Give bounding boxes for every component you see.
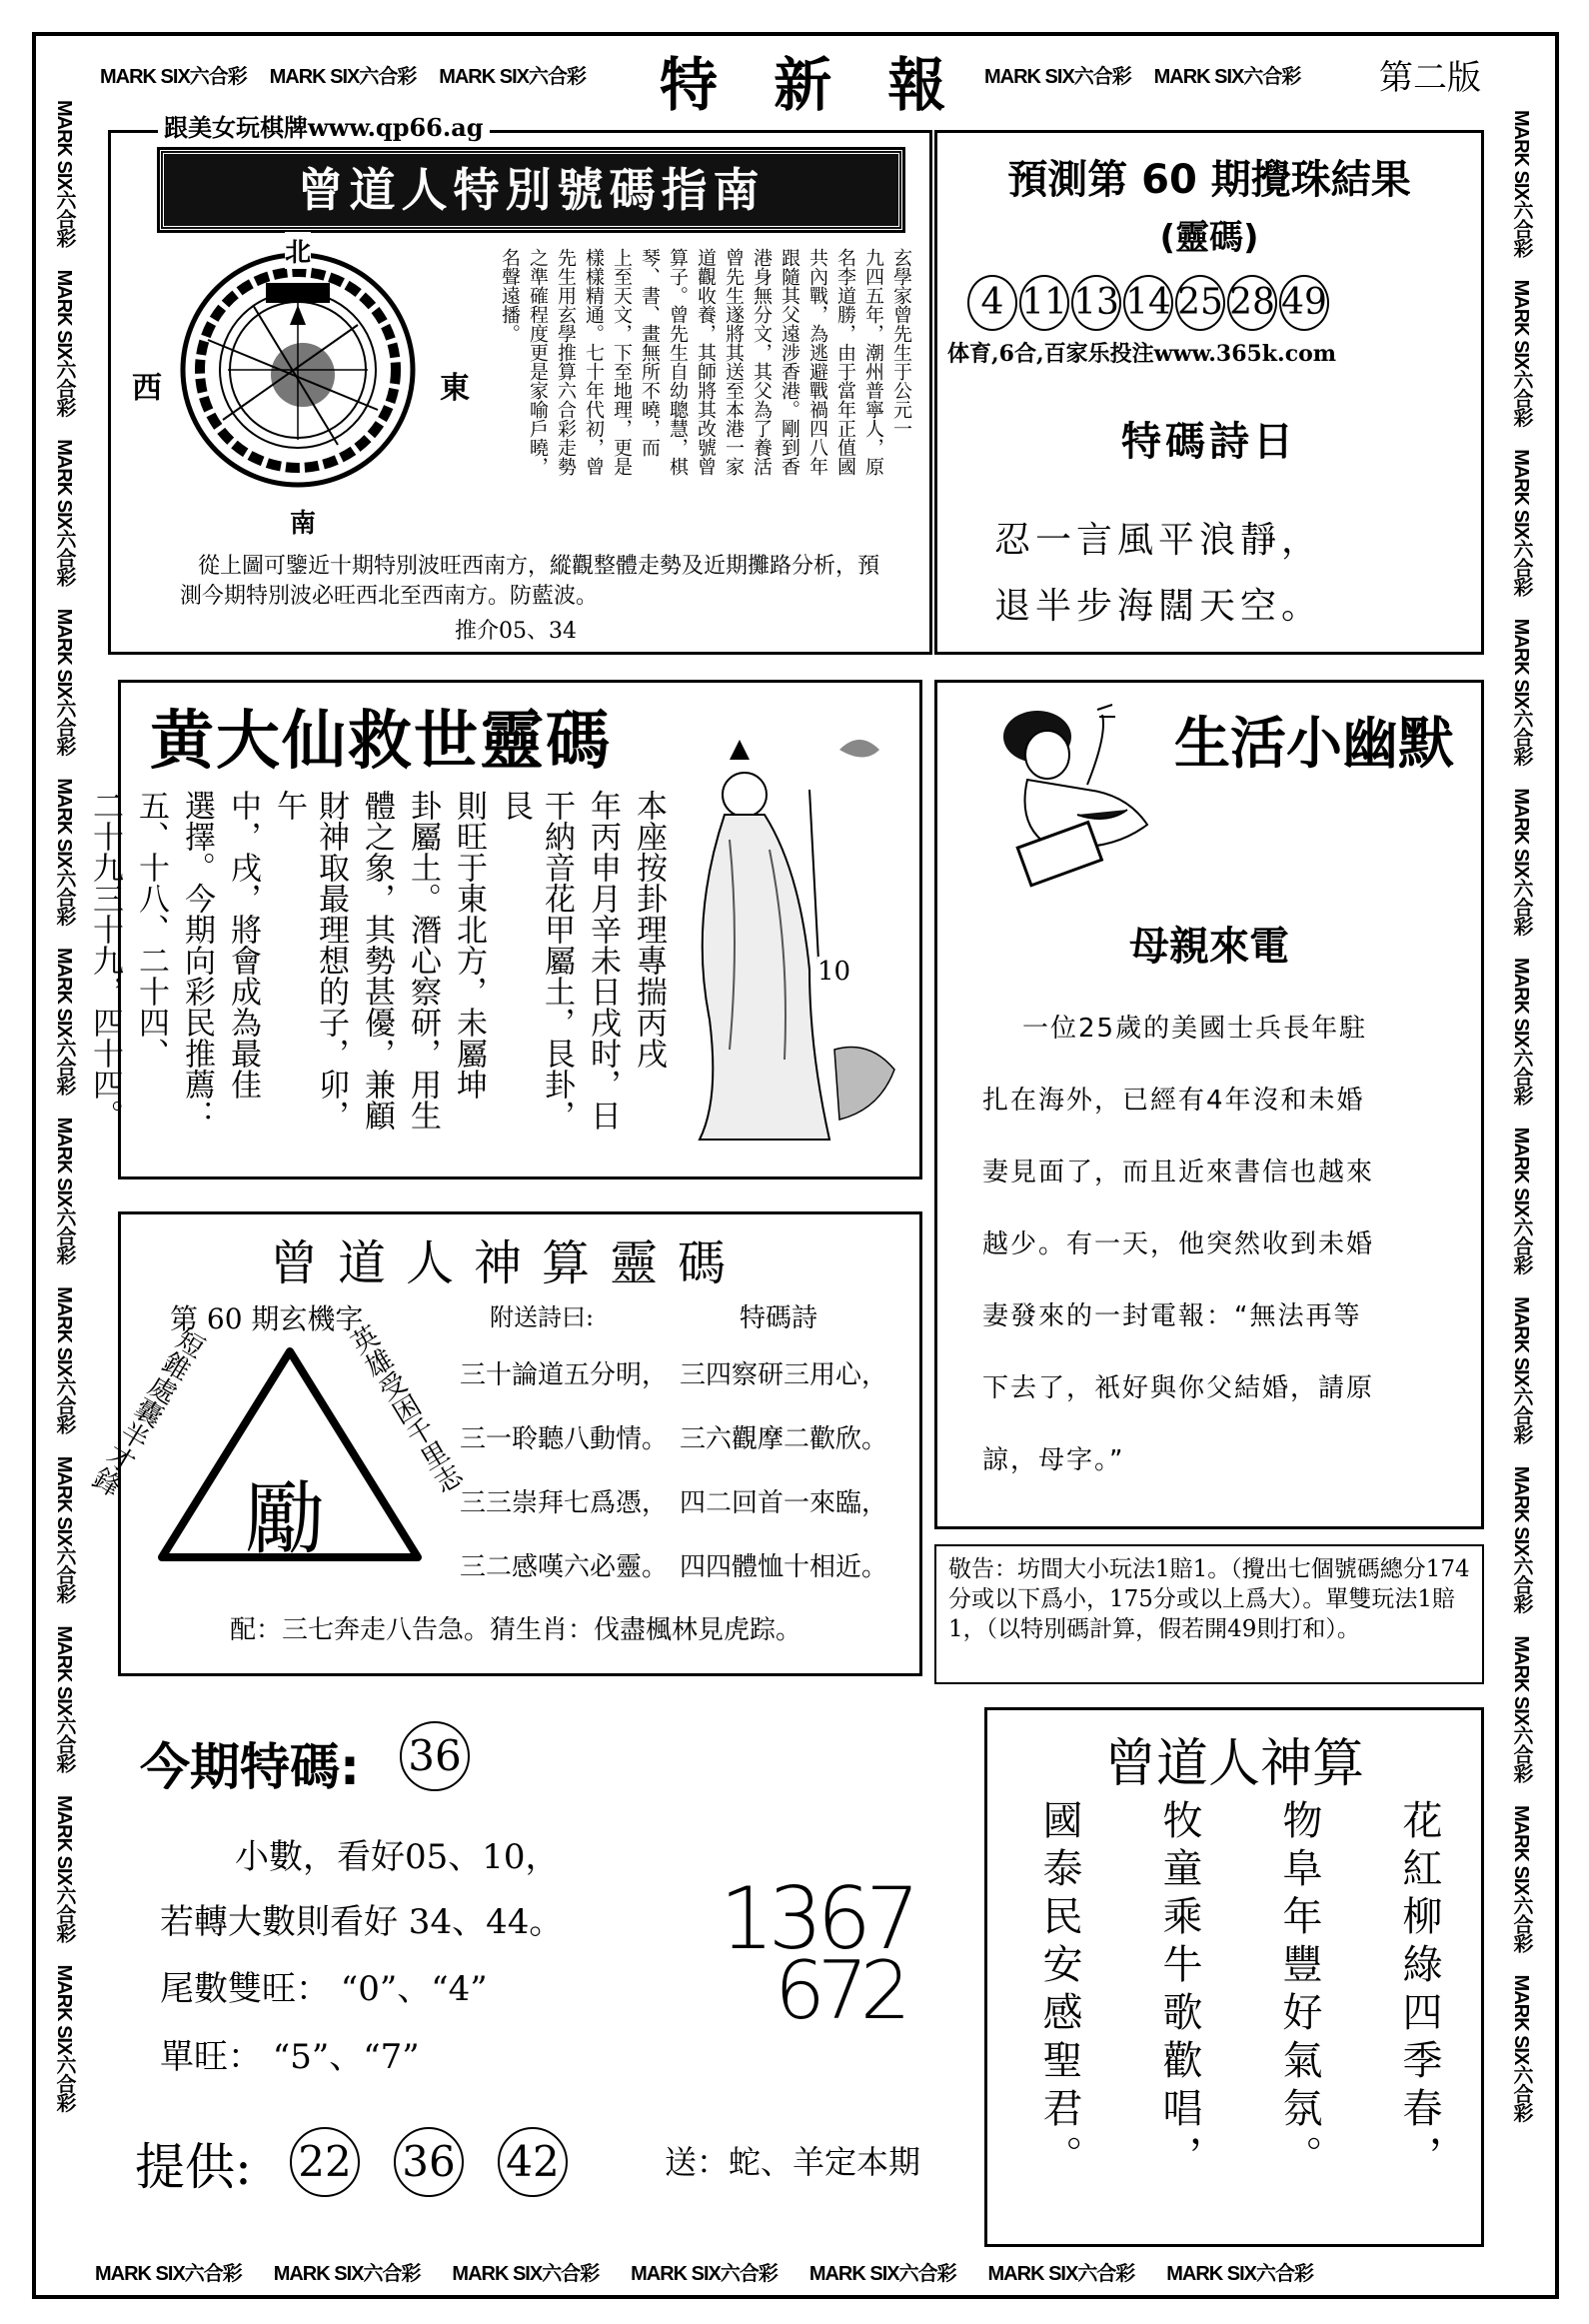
text-column: 曾先生遂將其送至本港一家 — [723, 248, 745, 476]
cartoon-illustration — [987, 695, 1187, 895]
predict-sub: (靈碼) — [1159, 218, 1259, 258]
poem-line: 三四察研三用心， — [680, 1360, 888, 1390]
poem-line: 四四體恤十相近。 — [680, 1552, 888, 1582]
text-column: 體之象，其勢甚優，兼顧 — [359, 790, 395, 1131]
number-ball: 14 — [1123, 275, 1173, 331]
ad-top[interactable]: 跟美女玩棋牌www.qp66.ag — [158, 108, 490, 143]
number-ball: 11 — [1019, 275, 1069, 331]
poem-row — [460, 1418, 899, 1482]
header-strip-left: MARK SIX六合彩 MARK SIX六合彩 MARK SIX六合彩 — [100, 64, 586, 88]
footer-strip: MARK SIX六合彩 MARK SIX六合彩 MARK SIX六合彩 MARK SIX六合彩 MARK SIX六合彩 MARK SIX六合彩 MARK SIX六合彩 — [95, 2261, 1314, 2285]
shensuan2-title: 曾道人神算 — [1103, 1734, 1364, 1794]
huang-text — [87, 790, 670, 1160]
humor-story — [982, 1008, 1462, 1511]
number-ball: 49 — [1279, 275, 1329, 331]
text-column: 五、十八、二十四、 — [133, 790, 169, 1069]
poem-line: 三二感嘆六必靈。 — [460, 1552, 669, 1582]
text-column: 牧童乘牛歌歡唱， — [1156, 1799, 1202, 2183]
tema-number: 36 — [400, 1721, 470, 1791]
text-column: 干納音花甲屬土，艮卦，艮 — [497, 790, 575, 1131]
notice-text: 敬告：坊間大小玩法1賠1。（攪出七個號碼總分174分或以下爲小，175分或以上爲大）。單雙玩法1賠1，（以特別碼計算，假若開49則打和）。 — [948, 1556, 1470, 1642]
guide-bio — [485, 248, 914, 518]
edition-label: 第二版 — [1379, 58, 1481, 98]
predict-ad[interactable]: 体育,6合,百家乐投注www.365k.com — [947, 341, 1337, 367]
text-column: 樣樣精通。七十年代初，曾 — [583, 248, 605, 476]
shensuan-poem — [460, 1354, 899, 1610]
story-line: 下去了，衹好與你父結婚，請原 — [982, 1373, 1375, 1403]
story-line: 妻見面了，而且近來書信也越來 — [982, 1158, 1375, 1187]
text-column: 國泰民安感聖君。 — [1036, 1799, 1082, 2183]
humor-story-title: 母親來電 — [1129, 924, 1289, 970]
number-ball: 36 — [394, 2127, 464, 2197]
text-column: 財神取最理想的子，卯，午 — [271, 790, 349, 1131]
poem-line: 三六觀摩二歡欣。 — [680, 1424, 888, 1454]
compass-east: 東 — [440, 371, 470, 406]
story-line: 妻發來的一封電報：“無法再等 — [982, 1301, 1362, 1331]
text-column: 共內戰，為逃避戰禍四八年 — [806, 248, 828, 476]
text-column: 卦屬土。潛心察研，用生 — [405, 790, 441, 1131]
number-ball: 13 — [1071, 275, 1121, 331]
predict-title: 預測第 60 期攪珠結果 — [1007, 157, 1411, 203]
compass-north: 北 — [285, 232, 311, 269]
compass-diagram — [148, 245, 448, 505]
tema-line-3: 尾數雙旺： “0”、“4” — [160, 1969, 488, 2009]
text-column: 算子。曾先生自幼聰慧，棋 — [667, 248, 689, 476]
story-line: 一位25歲的美國士兵長年駐 — [1022, 1014, 1368, 1044]
predict-numbers — [967, 275, 1331, 331]
poem-row — [460, 1354, 899, 1418]
guide-analysis: 從上圖可鑒近十期特別波旺西南方，縱觀整體走勢及近期攤路分析，預測今期特別波必旺西北至西南方。防藍波。 — [180, 554, 880, 609]
text-column: 本座按卦理專揣丙戌 — [631, 790, 667, 1069]
handwriting-top: 1367 — [720, 1869, 914, 1969]
handwriting-bottom: 672 — [775, 1944, 903, 2037]
riddle-left-side: 短錐處囊半才鋒 — [84, 1321, 209, 1500]
text-column: 花紅柳綠四季春， — [1396, 1799, 1442, 2183]
header-strip-right: MARK SIX六合彩 MARK SIX六合彩 — [984, 64, 1301, 88]
guide-title: 曾道人特別號碼指南 — [160, 150, 902, 230]
text-column: 物阜年豐好氣氛。 — [1276, 1799, 1322, 2183]
huang-title: 黄大仙救世靈碼 — [150, 704, 612, 779]
send-text: 送：蛇、羊定本期 — [665, 2143, 921, 2181]
text-column: 選擇。今期向彩民推薦： — [179, 790, 215, 1131]
shensuan2-poem — [1034, 1799, 1444, 2229]
number-ball: 42 — [498, 2127, 568, 2197]
text-column: 名聲遠播。 — [499, 248, 521, 343]
huang-num-label: 10 — [817, 957, 851, 987]
guide-recommend: 推介05、34 — [455, 619, 577, 644]
shensuan-footer: 配：三七奔走八告急。猜生肖：伐盡楓林見虎踪。 — [230, 1615, 802, 1645]
provide-label: 提供: — [135, 2138, 252, 2196]
poem-line: 四二回首一來臨， — [680, 1488, 888, 1518]
tema-label: 今期特碼: — [140, 1738, 360, 1796]
text-column: 先生用玄學推算六合彩走勢 — [555, 248, 577, 476]
provide-numbers — [290, 2127, 602, 2197]
compass-south: 南 — [290, 509, 317, 539]
text-column: 道觀收養，其師將其改號曾 — [695, 248, 717, 476]
text-column: 二十九三十九，四十四。 — [87, 790, 123, 1131]
story-line: 越少。有一天，他突然收到未婚 — [982, 1229, 1375, 1259]
compass-west: 西 — [132, 371, 162, 406]
tema-line-4: 單旺： “5”、“7” — [160, 2037, 420, 2077]
shensuan-tema-label: 特碼詩 — [740, 1303, 818, 1333]
text-column: 年丙申月辛未日戌时，日 — [585, 790, 621, 1131]
text-column: 中，戌，將會成為最佳 — [225, 790, 261, 1100]
poem-title: 特碼詩日 — [1121, 419, 1297, 465]
poem-line: 三一聆聽八動情。 — [460, 1424, 669, 1454]
number-ball: 25 — [1175, 275, 1225, 331]
text-column: 港身無分文，其父為了養活 — [751, 248, 773, 476]
poem-line: 三三崇拜七爲憑， — [460, 1488, 669, 1518]
shensuan-period: 第 60 期玄機字 — [170, 1302, 364, 1335]
story-line: 扎在海外，已經有4年沒和未婚 — [982, 1086, 1365, 1116]
tema-line-2: 若轉大數則看好 34、44。 — [160, 1902, 564, 1942]
number-ball: 22 — [290, 2127, 360, 2197]
text-column: 名李道勝，由于當年正值國 — [834, 248, 856, 476]
poem-line: 三十論道五分明， — [460, 1360, 669, 1390]
text-column: 玄學家曾先生于公元一 — [890, 248, 912, 438]
number-ball: 28 — [1227, 275, 1277, 331]
notice-box — [934, 1544, 1484, 1684]
riddle-right-side: 英雄受困千里志 — [342, 1320, 467, 1499]
right-side-strip: MARK SIX六合彩 MARK SIX六合彩 MARK SIX六合彩 MARK SIX六合彩 MARK SIX六合彩 MARK SIX六合彩 MARK SIX六合彩 MARK SIX六合彩 MARK SIX六合彩 MARK SIX六合彩 MARK SIX六合彩 MARK SIX六合彩 — [1510, 110, 1532, 2122]
left-side-strip: MARK SIX六合彩 MARK SIX六合彩 MARK SIX六合彩 MARK SIX六合彩 MARK SIX六合彩 MARK SIX六合彩 MARK SIX六合彩 MARK SIX六合彩 MARK SIX六合彩 MARK SIX六合彩 MARK SIX六合彩 MARK SIX六合彩 — [53, 100, 75, 2112]
text-column: 之準確程度更是家喻戶曉， — [527, 248, 549, 476]
text-column: 九四五年，潮州普寧人，原 — [862, 248, 884, 476]
predict-box — [934, 130, 1484, 655]
riddle-char: 勵 — [245, 1472, 325, 1565]
text-column: 上至天文，下至地理，更是 — [611, 248, 633, 476]
tema-line-1: 小數，看好05、10， — [235, 1837, 560, 1877]
number-ball: 4 — [967, 275, 1017, 331]
shensuan-poem-label: 附送詩曰: — [490, 1303, 595, 1331]
text-column: 琴、書、畫無所不曉，而 — [639, 248, 661, 457]
poem-line-1: 忍一言風平浪靜， — [994, 520, 1323, 561]
masthead-title: 特 新 報 — [660, 51, 964, 119]
text-column: 跟隨其父遠涉香港。剛到香 — [779, 248, 800, 476]
text-column: 則旺于東北方，未屬坤 — [451, 790, 487, 1100]
poem-row — [460, 1482, 899, 1546]
sage-illustration — [670, 720, 909, 1160]
poem-row — [460, 1546, 899, 1610]
poem-line-2: 退半步海闊天空。 — [994, 586, 1323, 627]
humor-title: 生活小幽默 — [1174, 712, 1454, 777]
story-line: 諒，母字。” — [982, 1445, 1125, 1475]
shensuan-title: 曾道人神算靈碼 — [270, 1235, 747, 1291]
